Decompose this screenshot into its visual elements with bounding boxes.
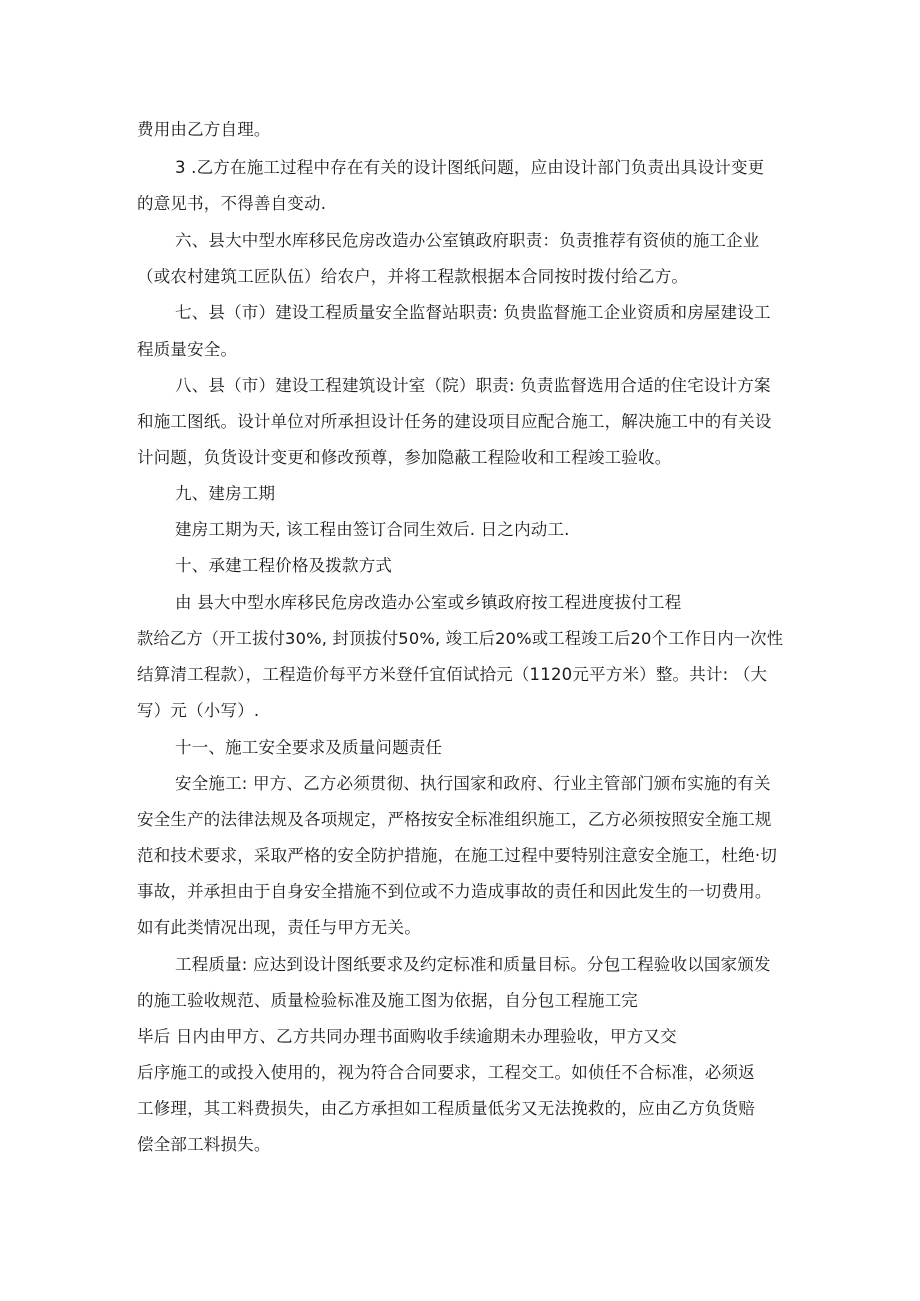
- text-line: 事故，并承担由于自身安全措施不到位或不力造成事故的责任和因此发生的一切费用。: [137, 882, 772, 901]
- text-line: 计问题，负货设计变更和修改预尊，参加隐蔽工程险收和工程竣工验收。: [137, 448, 672, 467]
- text-line: 后序施工的或投入使用的，视为符合合同要求，工程交工。如侦任不合标准，必须返: [137, 1063, 755, 1082]
- text-line: （或农村建筑工匠队伍）给农户，并将工程款根据本合同按时拨付给乙方。: [137, 267, 689, 286]
- text-line: 工程质量: 应达到设计图纸要求及约定标准和质量目标。分包工程验收以国家颁发: [175, 955, 771, 974]
- text-line: 安全施工: 甲方、乙方必须贯彻、执行国家和政府、行业主管部门颁布实施的有关: [175, 774, 771, 793]
- text-line: 款给乙方（开工拔付30%, 封顶拔付50%, 竣工后20%或工程竣工后20个工作日内一次性: [137, 629, 784, 648]
- text-line: 由 县大中型水库移民危房改造办公室或乡镇政府按工程进度拔付工程: [175, 593, 682, 612]
- section-heading: 十一、施工安全要求及质量问题责任: [175, 738, 443, 757]
- text-line: 工修理，其工料费损失，由乙方承担如工程质量低劣又无法挽救的，应由乙方负货赔: [137, 1099, 755, 1118]
- text-line: 如有此类情况出现，责任与甲方无关。: [137, 918, 421, 937]
- text-line: 范和技术要求，采取严格的安全防护措施，在施工过程中要特别注意安全施工，杜绝·切: [137, 846, 778, 865]
- section-heading: 九、建房工期: [175, 484, 276, 503]
- text-line: 3 .乙方在施工过程中存在有关的设计图纸问题，应由设计部门负责出具设计变更: [175, 158, 765, 177]
- text-line: 和施工图纸。设计单位对所承担设计任务的建设项目应配合施工，解决施工中的有关设: [137, 412, 772, 431]
- text-line: 结算清工程款），工程造价每平方米登仟宜佰试拾元（1120元平方米）整。共计: （大: [137, 665, 768, 684]
- text-line: 偿全部工料损失。: [137, 1135, 271, 1154]
- text-line: 八、县（市）建设工程建筑设计室（院）职责: 负责监督选用合适的住宅设计方案: [175, 376, 771, 395]
- section-heading: 十、承建工程价格及拨款方式: [175, 556, 393, 575]
- text-line: 毕后 日内由甲方、乙方共同办理书面购收手续逾期未办理验收，甲方又交: [137, 1027, 677, 1046]
- text-line: 费用由乙方自理。: [137, 120, 271, 139]
- text-line: 写）元（小写）.: [137, 701, 260, 720]
- text-line: 七、县（市）建设工程质量安全监督站职责: 负贵监督施工企业资质和房屋建设工: [175, 303, 771, 322]
- text-line: 的施工验收规范、质量检验标准及施工图为依据，自分包工程施工完: [137, 991, 638, 1010]
- text-line: 建房工期为天, 该工程由签订合同生效后. 日之内动工.: [175, 520, 570, 539]
- text-line: 程质量安全。: [137, 340, 238, 359]
- text-line: 的意见书，不得善自变动.: [137, 194, 327, 213]
- text-line: 六、县大中型水库移民危房改造办公室镇政府职责：负责推荐有资侦的施工企业: [175, 231, 760, 250]
- text-line: 安全生产的法律法规及各项规定，严格按安全标准组织施工，乙方必须按照安全施工规: [137, 810, 772, 829]
